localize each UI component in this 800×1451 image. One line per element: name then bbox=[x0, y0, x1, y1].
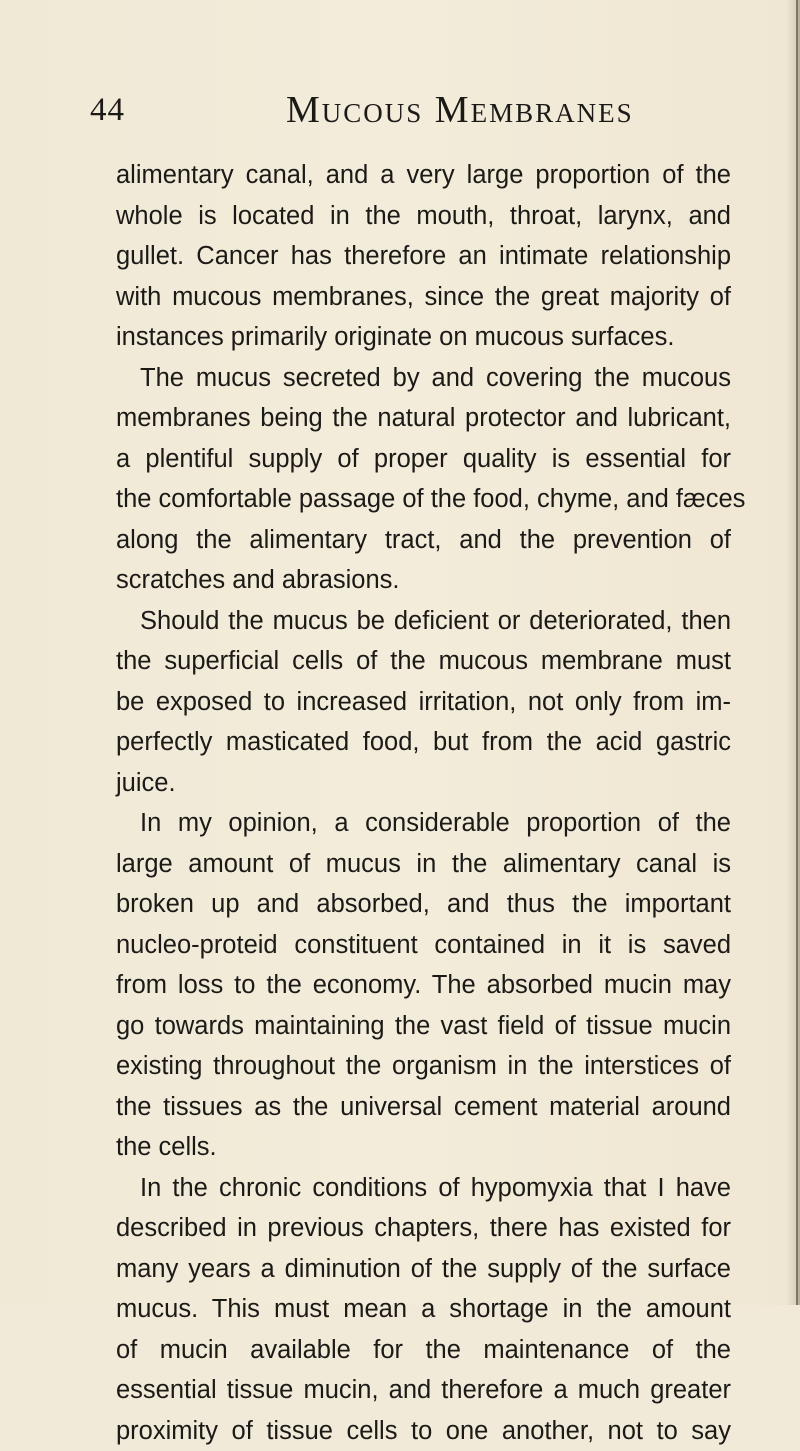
text-line: described in previous chapters, there has existed for bbox=[116, 1208, 731, 1249]
text-line: large amount of mucus in the alimentary canal is bbox=[116, 844, 731, 885]
text-line: of mucin available for the maintenance of the bbox=[116, 1330, 731, 1371]
text-line: Should the mucus be deficient or deteriorated, then bbox=[116, 601, 731, 642]
text-line: many years a diminution of the supply of the surface bbox=[116, 1249, 731, 1290]
text-line: the tissues as the universal cement material around bbox=[116, 1087, 731, 1128]
text-line: In my opinion, a considerable proportion of the bbox=[116, 803, 731, 844]
text-line: instances primarily originate on mucous surfaces. bbox=[116, 317, 731, 358]
text-line: be exposed to increased irritation, not only from im- bbox=[116, 682, 731, 723]
text-line: go towards maintaining the vast field of tissue mucin bbox=[116, 1006, 731, 1047]
text-line: the superficial cells of the mucous membrane must bbox=[116, 641, 731, 682]
text-line: essential tissue mucin, and therefore a much greater bbox=[116, 1370, 731, 1411]
text-line: perfectly masticated food, but from the acid gastric bbox=[116, 722, 731, 763]
text-line: along the alimentary tract, and the prevention of bbox=[116, 520, 731, 561]
text-line: whole is located in the mouth, throat, larynx, and bbox=[116, 196, 731, 237]
running-head bbox=[90, 88, 740, 132]
text-line: membranes being the natural protector and lubricant, bbox=[116, 398, 731, 439]
text-line: juice. bbox=[116, 763, 731, 804]
running-title: Mucous Membranes bbox=[286, 88, 634, 132]
text-line: the comfortable passage of the food, chyme, and fæces bbox=[116, 479, 731, 520]
text-line: The mucus secreted by and covering the mucous bbox=[116, 358, 731, 399]
text-line: In the chronic conditions of hypomyxia that I have bbox=[116, 1168, 731, 1209]
body-text bbox=[116, 155, 731, 1451]
text-line: mucus. This must mean a shortage in the amount bbox=[116, 1289, 731, 1330]
text-line: nucleo-proteid constituent contained in it is saved bbox=[116, 925, 731, 966]
text-line: existing throughout the organism in the interstices of bbox=[116, 1046, 731, 1087]
text-line: scratches and abrasions. bbox=[116, 560, 731, 601]
text-line: broken up and absorbed, and thus the important bbox=[116, 884, 731, 925]
text-line: alimentary canal, and a very large proportion of the bbox=[116, 155, 731, 196]
text-line: a plentiful supply of proper quality is essential for bbox=[116, 439, 731, 480]
text-line: from loss to the economy. The absorbed mucin may bbox=[116, 965, 731, 1006]
text-line: proximity of tissue cells to one another, not to say bbox=[116, 1411, 731, 1451]
text-line: with mucous membranes, since the great majority of bbox=[116, 277, 731, 318]
text-line: the cells. bbox=[116, 1127, 731, 1168]
text-line: gullet. Cancer has therefore an intimate relationship bbox=[116, 236, 731, 277]
page-number: 44 bbox=[90, 92, 125, 129]
page-edge-line bbox=[796, 0, 798, 1305]
